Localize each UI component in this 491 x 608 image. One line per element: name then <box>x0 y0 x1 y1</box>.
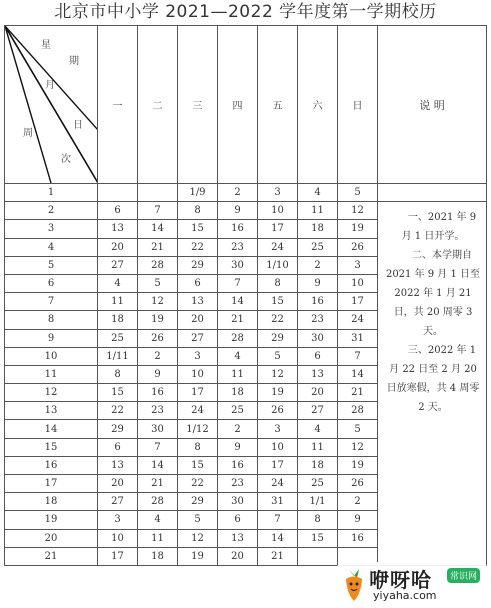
date-cell: 31 <box>258 493 298 511</box>
date-cell: 13 <box>178 293 218 311</box>
notes-cell <box>378 202 487 566</box>
week-number-cell: 17 <box>5 475 98 493</box>
date-cell: 7 <box>138 202 178 220</box>
date-cell: 19 <box>258 384 298 402</box>
date-cell: 6 <box>98 438 138 456</box>
date-cell: 5 <box>338 420 378 438</box>
week-number-cell: 10 <box>5 347 98 365</box>
date-cell: 23 <box>298 311 338 329</box>
day-header-wed: 三 <box>178 26 218 184</box>
date-cell: 27 <box>98 493 138 511</box>
date-cell: 23 <box>138 402 178 420</box>
date-cell: 23 <box>218 238 258 256</box>
date-cell: 7 <box>138 438 178 456</box>
date-cell: 28 <box>338 402 378 420</box>
date-cell: 17 <box>258 456 298 474</box>
date-cell: 13 <box>298 365 338 383</box>
week-number-cell: 9 <box>5 329 98 347</box>
date-cell: 16 <box>218 220 258 238</box>
week-number-cell: 14 <box>5 420 98 438</box>
date-cell: 14 <box>138 220 178 238</box>
week-number-cell: 6 <box>5 274 98 292</box>
note-item: 三、2022 年 1 月 22 日至 2 月 20 日放寒假，共 4 周零 2 天。 <box>386 345 480 414</box>
date-cell: 27 <box>98 256 138 274</box>
diag-label-ci: 次 <box>61 154 71 165</box>
date-cell: 23 <box>218 475 258 493</box>
date-cell: 9 <box>138 365 178 383</box>
date-cell: 22 <box>258 311 298 329</box>
week-number-cell: 16 <box>5 456 98 474</box>
date-cell: 22 <box>178 238 218 256</box>
week-number-cell: 19 <box>5 511 98 529</box>
day-header-mon: 一 <box>98 26 138 184</box>
day-header-sat: 六 <box>298 26 338 184</box>
date-cell: 31 <box>338 329 378 347</box>
date-cell: 19 <box>338 456 378 474</box>
week-number-cell: 3 <box>5 220 98 238</box>
date-cell: 26 <box>138 329 178 347</box>
date-cell: 9 <box>298 274 338 292</box>
date-cell: 4 <box>298 420 338 438</box>
date-cell: 2 <box>218 420 258 438</box>
date-cell: 20 <box>98 238 138 256</box>
date-cell: 11 <box>98 293 138 311</box>
date-cell: 2 <box>338 493 378 511</box>
watermark-logo <box>337 562 487 606</box>
week-number-cell: 4 <box>5 238 98 256</box>
date-cell: 30 <box>138 420 178 438</box>
week-number-cell: 13 <box>5 402 98 420</box>
date-cell: 11 <box>138 529 178 547</box>
note-item: 一、2021 年 9 月 1 日开学。 <box>401 212 477 243</box>
week-number-cell: 21 <box>5 547 98 565</box>
date-cell: 1/9 <box>178 184 218 202</box>
date-cell: 19 <box>178 547 218 565</box>
date-cell: 17 <box>98 547 138 565</box>
date-cell: 21 <box>138 238 178 256</box>
week-number-cell: 8 <box>5 311 98 329</box>
date-cell: 3 <box>258 420 298 438</box>
date-cell: 16 <box>218 456 258 474</box>
week-number-cell: 2 <box>5 202 98 220</box>
date-cell: 17 <box>178 384 218 402</box>
date-cell: 28 <box>138 256 178 274</box>
date-cell: 22 <box>178 475 218 493</box>
date-cell: 4 <box>298 184 338 202</box>
date-cell: 10 <box>338 274 378 292</box>
day-header-thu: 四 <box>218 26 258 184</box>
date-cell: 29 <box>258 329 298 347</box>
date-cell: 20 <box>298 384 338 402</box>
date-cell: 25 <box>218 402 258 420</box>
week-number-cell: 18 <box>5 493 98 511</box>
page-title: 北京市中小学 2021—2022 学年度第一学期校历 <box>54 2 437 22</box>
date-cell: 5 <box>178 511 218 529</box>
date-cell: 14 <box>338 365 378 383</box>
date-cell <box>298 547 338 565</box>
week-row <box>5 202 487 220</box>
date-cell: 26 <box>338 238 378 256</box>
date-cell: 8 <box>178 438 218 456</box>
date-cell: 5 <box>258 347 298 365</box>
date-cell: 20 <box>98 475 138 493</box>
date-cell: 6 <box>178 274 218 292</box>
date-cell: 16 <box>298 293 338 311</box>
diag-label-yue: 月 <box>45 80 55 91</box>
date-cell: 18 <box>298 456 338 474</box>
date-cell: 7 <box>218 274 258 292</box>
date-cell: 15 <box>178 220 218 238</box>
day-header-sun: 日 <box>338 26 378 184</box>
diag-label-ri: 日 <box>73 120 83 131</box>
date-cell: 6 <box>98 202 138 220</box>
date-cell: 12 <box>338 202 378 220</box>
date-cell: 21 <box>258 547 298 565</box>
date-cell <box>98 184 138 202</box>
diagonal-lines <box>5 26 98 183</box>
date-cell: 11 <box>218 365 258 383</box>
date-cell: 25 <box>98 329 138 347</box>
date-cell: 21 <box>218 311 258 329</box>
week-row <box>5 184 487 202</box>
date-cell: 12 <box>258 365 298 383</box>
date-cell: 12 <box>338 438 378 456</box>
date-cell: 4 <box>98 274 138 292</box>
date-cell: 13 <box>98 220 138 238</box>
date-cell: 14 <box>218 293 258 311</box>
date-cell: 8 <box>258 274 298 292</box>
date-cell: 28 <box>218 329 258 347</box>
date-cell: 26 <box>258 402 298 420</box>
date-cell: 17 <box>338 293 378 311</box>
date-cell: 8 <box>98 365 138 383</box>
date-cell: 25 <box>298 475 338 493</box>
date-cell: 29 <box>178 493 218 511</box>
date-cell: 24 <box>258 238 298 256</box>
diagonal-header-cell <box>5 26 98 184</box>
date-cell: 7 <box>338 347 378 365</box>
week-number-cell: 7 <box>5 293 98 311</box>
date-cell: 1/12 <box>178 420 218 438</box>
date-cell: 18 <box>298 220 338 238</box>
date-cell: 30 <box>218 256 258 274</box>
notes-header: 说 明 <box>378 26 487 184</box>
date-cell: 2 <box>298 256 338 274</box>
diag-label-zhou: 周 <box>23 128 33 139</box>
date-cell: 15 <box>178 456 218 474</box>
date-cell: 11 <box>298 202 338 220</box>
date-cell: 10 <box>258 438 298 456</box>
date-cell: 11 <box>298 438 338 456</box>
date-cell: 20 <box>178 311 218 329</box>
date-cell: 5 <box>138 274 178 292</box>
week-number-cell: 5 <box>5 256 98 274</box>
date-cell: 24 <box>258 475 298 493</box>
week-number-cell: 15 <box>5 438 98 456</box>
date-cell: 6 <box>298 347 338 365</box>
date-cell: 28 <box>138 493 178 511</box>
date-cell: 24 <box>338 311 378 329</box>
date-cell: 17 <box>258 220 298 238</box>
date-cell: 3 <box>178 347 218 365</box>
date-cell: 18 <box>218 384 258 402</box>
diag-label-qi: 期 <box>69 56 79 67</box>
date-cell: 6 <box>218 511 258 529</box>
date-cell: 29 <box>98 420 138 438</box>
date-cell: 9 <box>338 511 378 529</box>
date-cell: 2 <box>138 347 178 365</box>
week-number-cell: 1 <box>5 184 98 202</box>
watermark-url: yiyaha.com <box>373 589 437 602</box>
date-cell: 10 <box>98 529 138 547</box>
date-cell: 4 <box>138 511 178 529</box>
date-cell: 26 <box>338 475 378 493</box>
date-cell: 22 <box>98 402 138 420</box>
date-cell: 30 <box>298 329 338 347</box>
date-cell: 15 <box>298 529 338 547</box>
date-cell <box>138 184 178 202</box>
date-cell: 3 <box>338 256 378 274</box>
date-cell: 20 <box>218 547 258 565</box>
date-cell: 21 <box>138 475 178 493</box>
date-cell: 14 <box>138 456 178 474</box>
date-cell: 27 <box>178 329 218 347</box>
week-number-cell: 11 <box>5 365 98 383</box>
header-row <box>5 26 487 184</box>
date-cell: 27 <box>298 402 338 420</box>
date-cell: 12 <box>178 529 218 547</box>
day-header-fri: 五 <box>258 26 298 184</box>
date-cell: 12 <box>138 293 178 311</box>
date-cell: 9 <box>218 202 258 220</box>
date-cell: 21 <box>338 384 378 402</box>
week-number-cell: 12 <box>5 384 98 402</box>
calendar-table <box>4 25 487 566</box>
week-number-cell: 20 <box>5 529 98 547</box>
day-header-tue: 二 <box>138 26 178 184</box>
date-cell: 14 <box>258 529 298 547</box>
date-cell: 1/1 <box>298 493 338 511</box>
note-item: 二、本学期自 2021 年 9 月 1 日至 2022 年 1 月 21 日，共 20 周零 3 天。 <box>385 250 481 338</box>
date-cell: 30 <box>218 493 258 511</box>
date-cell: 2 <box>218 184 258 202</box>
date-cell: 7 <box>258 511 298 529</box>
date-cell: 19 <box>338 220 378 238</box>
date-cell: 25 <box>298 238 338 256</box>
date-cell: 1/11 <box>98 347 138 365</box>
date-cell: 15 <box>258 293 298 311</box>
date-cell: 18 <box>98 311 138 329</box>
date-cell: 3 <box>98 511 138 529</box>
date-cell: 4 <box>218 347 258 365</box>
date-cell: 24 <box>178 402 218 420</box>
date-cell: 3 <box>258 184 298 202</box>
date-cell: 18 <box>138 547 178 565</box>
date-cell: 8 <box>298 511 338 529</box>
date-cell: 10 <box>178 365 218 383</box>
date-cell: 9 <box>218 438 258 456</box>
date-cell: 10 <box>258 202 298 220</box>
notes-cell-empty <box>378 184 487 202</box>
date-cell: 16 <box>138 384 178 402</box>
watermark-badge: 常识网 <box>447 568 480 583</box>
date-cell: 15 <box>98 384 138 402</box>
date-cell: 1/10 <box>258 256 298 274</box>
date-cell: 5 <box>338 184 378 202</box>
date-cell: 19 <box>138 311 178 329</box>
diag-label-xing: 星 <box>41 40 51 51</box>
date-cell: 8 <box>178 202 218 220</box>
date-cell: 29 <box>178 256 218 274</box>
date-cell: 13 <box>98 456 138 474</box>
date-cell: 13 <box>218 529 258 547</box>
date-cell: 16 <box>338 529 378 547</box>
carrot-icon <box>341 566 367 602</box>
watermark-name: 咿呀哈 <box>369 568 432 592</box>
